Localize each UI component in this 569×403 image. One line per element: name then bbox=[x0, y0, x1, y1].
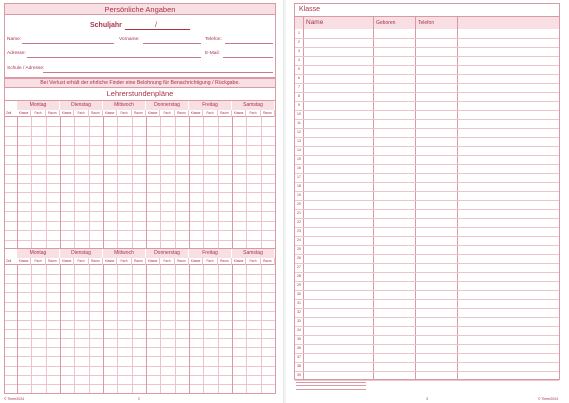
sub-header-klasse: Klasse bbox=[60, 110, 74, 117]
column-name: Name bbox=[306, 19, 324, 26]
grid-sub-line bbox=[74, 265, 75, 393]
class-list-row[interactable] bbox=[303, 353, 559, 362]
grid-sub-line bbox=[117, 265, 118, 393]
row-number: 29 bbox=[297, 283, 301, 287]
sub-header-raum: Raum bbox=[89, 258, 103, 265]
row-number: 12 bbox=[297, 130, 301, 134]
grid-sub-line bbox=[46, 117, 47, 249]
sub-header-fach: Fach bbox=[117, 110, 131, 117]
email-field[interactable] bbox=[223, 57, 273, 58]
row-number: 1 bbox=[298, 31, 300, 35]
sub-header-fach: Fach bbox=[160, 258, 174, 265]
grid-sub-line bbox=[246, 117, 247, 249]
timetable-grid bbox=[5, 265, 275, 393]
class-list-row[interactable] bbox=[303, 371, 559, 380]
imprint-block bbox=[296, 380, 366, 390]
personal-info-title: Persönliche Angaben bbox=[4, 3, 276, 15]
grid-sub-line bbox=[203, 117, 204, 249]
row-number: 13 bbox=[297, 139, 301, 143]
email-label: E-Mail: bbox=[205, 51, 220, 56]
grid-day-line bbox=[189, 265, 190, 393]
row-number: 11 bbox=[297, 121, 301, 125]
class-list-row[interactable] bbox=[303, 209, 559, 218]
grid-sub-line bbox=[218, 265, 219, 393]
schule-field[interactable] bbox=[43, 72, 273, 73]
klasse-label: Klasse bbox=[299, 6, 321, 13]
grid-sub-line bbox=[261, 117, 262, 249]
class-list-table bbox=[294, 17, 560, 380]
row-number: 38 bbox=[297, 364, 301, 368]
row-number: 25 bbox=[297, 247, 301, 251]
sub-header-fach: Fach bbox=[203, 258, 217, 265]
class-list-row[interactable] bbox=[303, 74, 559, 83]
class-list-row[interactable] bbox=[303, 308, 559, 317]
row-number: 32 bbox=[297, 310, 301, 314]
class-list-row[interactable] bbox=[303, 263, 559, 272]
sub-header-raum: Raum bbox=[175, 258, 189, 265]
vorname-label: Vorname: bbox=[119, 37, 140, 42]
schuljahr-separator: / bbox=[155, 22, 157, 29]
sub-header-raum: Raum bbox=[175, 110, 189, 117]
schuljahr-field[interactable] bbox=[125, 29, 190, 30]
grid-sub-line bbox=[74, 117, 75, 249]
class-list-row[interactable] bbox=[303, 281, 559, 290]
sub-header-raum: Raum bbox=[132, 258, 146, 265]
row-number: 24 bbox=[297, 238, 301, 242]
personal-info-box bbox=[4, 15, 276, 78]
class-list-row[interactable] bbox=[303, 47, 559, 56]
grid-sub-line bbox=[89, 265, 90, 393]
row-number: 20 bbox=[297, 202, 301, 206]
page-number-right: 3 bbox=[426, 397, 428, 401]
row-number: 31 bbox=[297, 301, 301, 305]
grid-day-line bbox=[275, 265, 276, 393]
class-list-row[interactable] bbox=[303, 155, 559, 164]
zeit-label: Zeit bbox=[6, 259, 12, 263]
name-label: Name: bbox=[7, 37, 22, 42]
row-number: 26 bbox=[297, 256, 301, 260]
class-list-row[interactable] bbox=[303, 200, 559, 209]
row-number: 39 bbox=[297, 373, 301, 377]
day-header-donnerstag: Donnerstag bbox=[146, 101, 189, 110]
adresse-label: Adresse: bbox=[7, 51, 26, 56]
grid-day-line bbox=[232, 117, 233, 249]
day-header-dienstag: Dienstag bbox=[60, 249, 103, 258]
sub-header-fach: Fach bbox=[117, 258, 131, 265]
class-list-row[interactable] bbox=[303, 65, 559, 74]
class-list-row[interactable] bbox=[303, 119, 559, 128]
class-list-row[interactable] bbox=[303, 101, 559, 110]
grid-day-line bbox=[60, 265, 61, 393]
class-list-row[interactable] bbox=[303, 92, 559, 101]
grid-sub-line bbox=[203, 265, 204, 393]
row-number: 18 bbox=[297, 184, 301, 188]
sub-header-klasse: Klasse bbox=[146, 258, 160, 265]
class-list-row[interactable] bbox=[303, 128, 559, 137]
row-number: 10 bbox=[297, 112, 301, 116]
row-number: 33 bbox=[297, 319, 301, 323]
day-header-samstag: Samstag bbox=[232, 101, 275, 110]
sub-header-klasse: Klasse bbox=[103, 110, 117, 117]
day-header-mittwoch: Mittwoch bbox=[103, 249, 146, 258]
class-list-row[interactable] bbox=[303, 335, 559, 344]
day-header-dienstag: Dienstag bbox=[60, 101, 103, 110]
class-list-row[interactable] bbox=[303, 137, 559, 146]
page-number-left: 2 bbox=[138, 397, 140, 401]
row-number: 5 bbox=[298, 67, 300, 71]
sub-header-fach: Fach bbox=[203, 110, 217, 117]
grid-sub-line bbox=[132, 117, 133, 249]
sub-header-raum: Raum bbox=[261, 110, 275, 117]
grid-sub-line bbox=[132, 265, 133, 393]
grid-sub-line bbox=[46, 265, 47, 393]
grid-day-line bbox=[60, 117, 61, 249]
telefon-label: Telefon: bbox=[205, 37, 222, 42]
row-number: 30 bbox=[297, 292, 301, 296]
class-list-row[interactable] bbox=[303, 317, 559, 326]
class-list-row[interactable] bbox=[303, 218, 559, 227]
left-page bbox=[0, 0, 284, 403]
class-list-row[interactable] bbox=[303, 191, 559, 200]
row-number: 28 bbox=[297, 274, 301, 278]
class-list-row[interactable] bbox=[303, 272, 559, 281]
sub-header-raum: Raum bbox=[89, 110, 103, 117]
grid-sub-line bbox=[89, 117, 90, 249]
row-number: 21 bbox=[297, 211, 301, 215]
class-list-row[interactable] bbox=[303, 83, 559, 92]
row-number: 27 bbox=[297, 265, 301, 269]
sub-header-fach: Fach bbox=[31, 110, 45, 117]
row-number: 35 bbox=[297, 337, 301, 341]
class-list-row[interactable] bbox=[303, 245, 559, 254]
adresse-field[interactable] bbox=[27, 57, 201, 58]
row-number: 8 bbox=[298, 94, 300, 98]
class-list-row[interactable] bbox=[303, 344, 559, 353]
grid-sub-line bbox=[175, 265, 176, 393]
class-list-row[interactable] bbox=[303, 146, 559, 155]
grid-sub-line bbox=[160, 265, 161, 393]
sub-header-fach: Fach bbox=[246, 258, 260, 265]
class-list-row[interactable] bbox=[303, 299, 559, 308]
class-list-row[interactable] bbox=[303, 182, 559, 191]
class-list-row[interactable] bbox=[303, 164, 559, 173]
sub-header-raum: Raum bbox=[218, 110, 232, 117]
sub-header-raum: Raum bbox=[46, 110, 60, 117]
sub-header-klasse: Klasse bbox=[232, 258, 246, 265]
grid-sub-line bbox=[218, 117, 219, 249]
sub-header-klasse: Klasse bbox=[232, 110, 246, 117]
grid-sub-line bbox=[117, 117, 118, 249]
grid-day-line bbox=[232, 265, 233, 393]
row-number: 9 bbox=[298, 103, 300, 107]
class-list-row[interactable] bbox=[303, 254, 559, 263]
sub-header-fach: Fach bbox=[74, 258, 88, 265]
row-number: 22 bbox=[297, 220, 301, 224]
copyright-right: © Timer2024 bbox=[538, 397, 559, 401]
grid-day-line bbox=[275, 117, 276, 249]
row-number: 19 bbox=[297, 193, 301, 197]
sub-header-raum: Raum bbox=[261, 258, 275, 265]
class-list-row[interactable] bbox=[303, 362, 559, 371]
sub-header-klasse: Klasse bbox=[103, 258, 117, 265]
finder-notice: Bei Verlust erhält der ehrliche Finder eine Belohnung für Benachrichtigung / Rückgabe. bbox=[4, 78, 276, 88]
klasse-field[interactable] bbox=[294, 3, 560, 17]
telefon-field[interactable] bbox=[225, 43, 273, 44]
grid-day-line bbox=[189, 117, 190, 249]
sub-header-klasse: Klasse bbox=[146, 110, 160, 117]
sub-header-row bbox=[5, 110, 275, 117]
class-list-row[interactable] bbox=[303, 110, 559, 119]
column-geboren: Geboren bbox=[376, 20, 396, 26]
row-number: 14 bbox=[297, 148, 301, 152]
grid-sub-line bbox=[246, 265, 247, 393]
sub-header-row bbox=[5, 258, 275, 265]
row-number: 37 bbox=[297, 355, 301, 359]
sub-header-fach: Fach bbox=[160, 110, 174, 117]
row-number: 36 bbox=[297, 346, 301, 350]
class-list-row[interactable] bbox=[303, 326, 559, 335]
grid-sub-line bbox=[175, 117, 176, 249]
class-list-row[interactable] bbox=[303, 236, 559, 245]
grid-day-line bbox=[103, 265, 104, 393]
grid-day-line bbox=[146, 117, 147, 249]
row-number: 34 bbox=[297, 328, 301, 332]
grid-sub-line bbox=[160, 117, 161, 249]
row-number: 23 bbox=[297, 229, 301, 233]
right-page bbox=[286, 0, 569, 403]
row-number: 16 bbox=[297, 166, 301, 170]
day-header-donnerstag: Donnerstag bbox=[146, 249, 189, 258]
class-list-row[interactable] bbox=[303, 38, 559, 47]
class-list-header bbox=[295, 17, 559, 29]
class-list-row[interactable] bbox=[303, 56, 559, 65]
grid-day-line bbox=[146, 265, 147, 393]
timetable-title: Lehrerstundenpläne bbox=[4, 88, 276, 100]
day-header-mittwoch: Mittwoch bbox=[103, 101, 146, 110]
class-list-row[interactable] bbox=[303, 290, 559, 299]
schuljahr-label: Schuljahr bbox=[90, 22, 122, 29]
row-number: 17 bbox=[297, 175, 301, 179]
row-number: 7 bbox=[298, 85, 300, 89]
name-field[interactable] bbox=[22, 43, 114, 44]
sub-header-klasse: Klasse bbox=[60, 258, 74, 265]
row-number: 3 bbox=[298, 49, 300, 53]
sub-header-klasse: Klasse bbox=[189, 110, 203, 117]
sub-header-fach: Fach bbox=[246, 110, 260, 117]
grid-sub-line bbox=[31, 265, 32, 393]
day-header-montag: Montag bbox=[17, 101, 60, 110]
timetable-grid bbox=[5, 117, 275, 249]
grid-day-line bbox=[103, 117, 104, 249]
grid-day-line bbox=[17, 265, 18, 393]
timetable-2 bbox=[4, 248, 276, 394]
day-header-freitag: Freitag bbox=[189, 101, 232, 110]
class-list-row[interactable] bbox=[303, 29, 559, 38]
grid-day-line bbox=[17, 117, 18, 249]
row-number: 2 bbox=[298, 40, 300, 44]
sub-header-klasse: Klasse bbox=[189, 258, 203, 265]
row-number: 15 bbox=[297, 157, 301, 161]
zeit-label: Zeit bbox=[6, 111, 12, 115]
row-number: 6 bbox=[298, 76, 300, 80]
timetable-1 bbox=[4, 100, 276, 250]
sub-header-raum: Raum bbox=[218, 258, 232, 265]
schule-label: Schule / Adresse: bbox=[7, 66, 45, 71]
row-number: 4 bbox=[298, 58, 300, 62]
vorname-field[interactable] bbox=[143, 43, 201, 44]
day-header-freitag: Freitag bbox=[189, 249, 232, 258]
sub-header-raum: Raum bbox=[46, 258, 60, 265]
class-list-row[interactable] bbox=[303, 227, 559, 236]
sub-header-raum: Raum bbox=[132, 110, 146, 117]
sub-header-klasse: Klasse bbox=[17, 258, 31, 265]
grid-sub-line bbox=[31, 117, 32, 249]
class-list-row[interactable] bbox=[303, 173, 559, 182]
day-header-montag: Montag bbox=[17, 249, 60, 258]
grid-sub-line bbox=[261, 265, 262, 393]
day-header-samstag: Samstag bbox=[232, 249, 275, 258]
sub-header-klasse: Klasse bbox=[17, 110, 31, 117]
sub-header-fach: Fach bbox=[31, 258, 45, 265]
copyright-left: © Timer2024 bbox=[4, 397, 25, 401]
sub-header-fach: Fach bbox=[74, 110, 88, 117]
column-telefon: Telefon bbox=[418, 20, 435, 26]
